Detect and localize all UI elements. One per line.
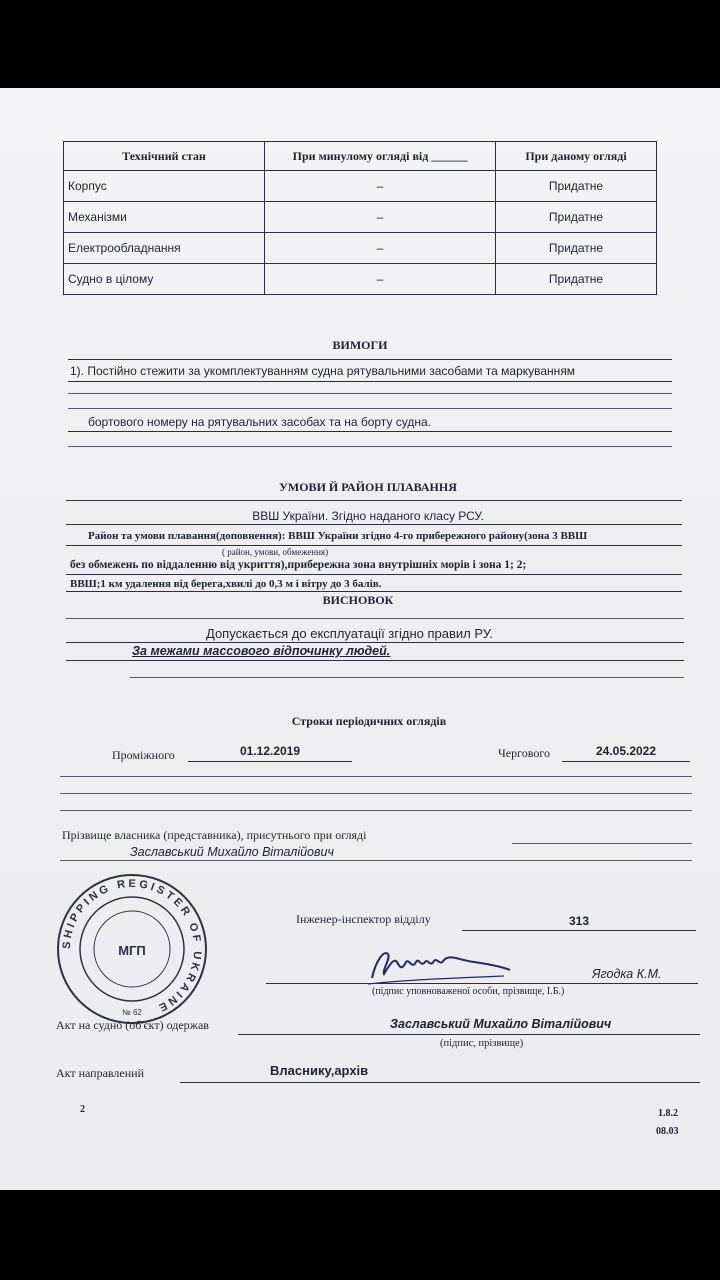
footer-code-1: 1.8.2 [658, 1108, 678, 1119]
row-name: Електрообладнання [64, 233, 265, 264]
inspector-label: Інженер-інспектор відділу [296, 912, 431, 926]
shipping-register-stamp [56, 873, 208, 1025]
inspector-name: Ягодка К.М. [592, 967, 662, 981]
stamp-center-text: МГП [118, 943, 146, 958]
row-current: Придатне [496, 171, 657, 202]
row-current: Придатне [496, 264, 657, 295]
requirements-line-1: 1). Постійно стежити за укомплектуванням судна рятувальними засобами та маркуванням [70, 364, 576, 378]
requirements-line-2: бортового номеру на рятувальних засобах та на борту судна. [88, 415, 432, 429]
intermediate-label: Проміжного [112, 748, 175, 762]
column-header: Технічний стан [64, 142, 265, 171]
navigation-title: УМОВИ Й РАЙОН ПЛАВАННЯ [279, 480, 457, 494]
page-number: 2 [80, 1104, 85, 1115]
table-row [64, 233, 657, 264]
technical-condition-table [63, 141, 657, 295]
row-previous: – [265, 202, 496, 233]
conclusion-line-2: За межами массового відпочинку людей. [132, 644, 391, 658]
receipt-caption: (підпис, прізвище) [440, 1038, 524, 1049]
navigation-line-4: ВВШ;1 км удалення від берега,хвилі до 0,3 м і вітру до 3 балів. [70, 578, 382, 590]
regular-date: 24.05.2022 [595, 744, 657, 758]
stamp-number: № 62 [122, 1008, 142, 1017]
navigation-line-2: Район та умови плавання(доповнення): ВВШ України згідно 4-го прибережного району(зона 3 ВВШ [88, 530, 588, 542]
column-header: При минулому огляді від ______ [265, 142, 496, 171]
stamp-outer-text: SHIPPING REGISTER OF UKRAINE [60, 877, 204, 1015]
conclusion-line-1: Допускається до експлуатації згідно правил РУ. [206, 626, 493, 641]
row-previous: – [265, 171, 496, 202]
row-current: Придатне [496, 202, 657, 233]
owner-label: Прізвище власника (представника), присутнього при огляді [62, 828, 367, 842]
table-header-row [64, 142, 657, 171]
navigation-line-1: ВВШ України. Згідно наданого класу РСУ. [252, 509, 484, 523]
row-name: Механізми [64, 202, 265, 233]
receipt-name: Заславський Михайло Віталійович [390, 1017, 612, 1031]
row-name: Судно в цілому [64, 264, 265, 295]
table-row [64, 171, 657, 202]
requirements-title: ВИМОГИ [332, 338, 388, 352]
column-header: При даному огляді [496, 142, 657, 171]
inspector-caption: (підпис уповноваженої особи, прізвище, І.Б.) [372, 986, 565, 997]
receipt-label: Акт на судно (об'єкт) одержав [56, 1018, 209, 1032]
conclusion-title: ВИСНОВОК [322, 593, 394, 607]
footer-code-2: 08.03 [656, 1126, 679, 1137]
navigation-hint: ( район, умови, обмеження) [222, 547, 329, 557]
row-previous: – [265, 233, 496, 264]
inspector-department: 313 [568, 914, 590, 928]
row-name: Корпус [64, 171, 265, 202]
owner-name: Заславський Михайло Віталійович [130, 845, 334, 859]
periodic-title: Строки періодичних оглядів [291, 714, 447, 728]
sent-value: Власнику,архів [270, 1063, 369, 1078]
sent-label: Акт направлений [56, 1066, 145, 1080]
table-row [64, 202, 657, 233]
row-current: Придатне [496, 233, 657, 264]
document-page [0, 88, 720, 1190]
table-row [64, 264, 657, 295]
regular-label: Чергового [498, 746, 550, 760]
navigation-line-3: без обмежень по віддаленню від укриття),прибережна зона внутрішніх морів і зона 1; 2; [70, 559, 527, 571]
row-previous: – [265, 264, 496, 295]
intermediate-date: 01.12.2019 [239, 744, 301, 758]
